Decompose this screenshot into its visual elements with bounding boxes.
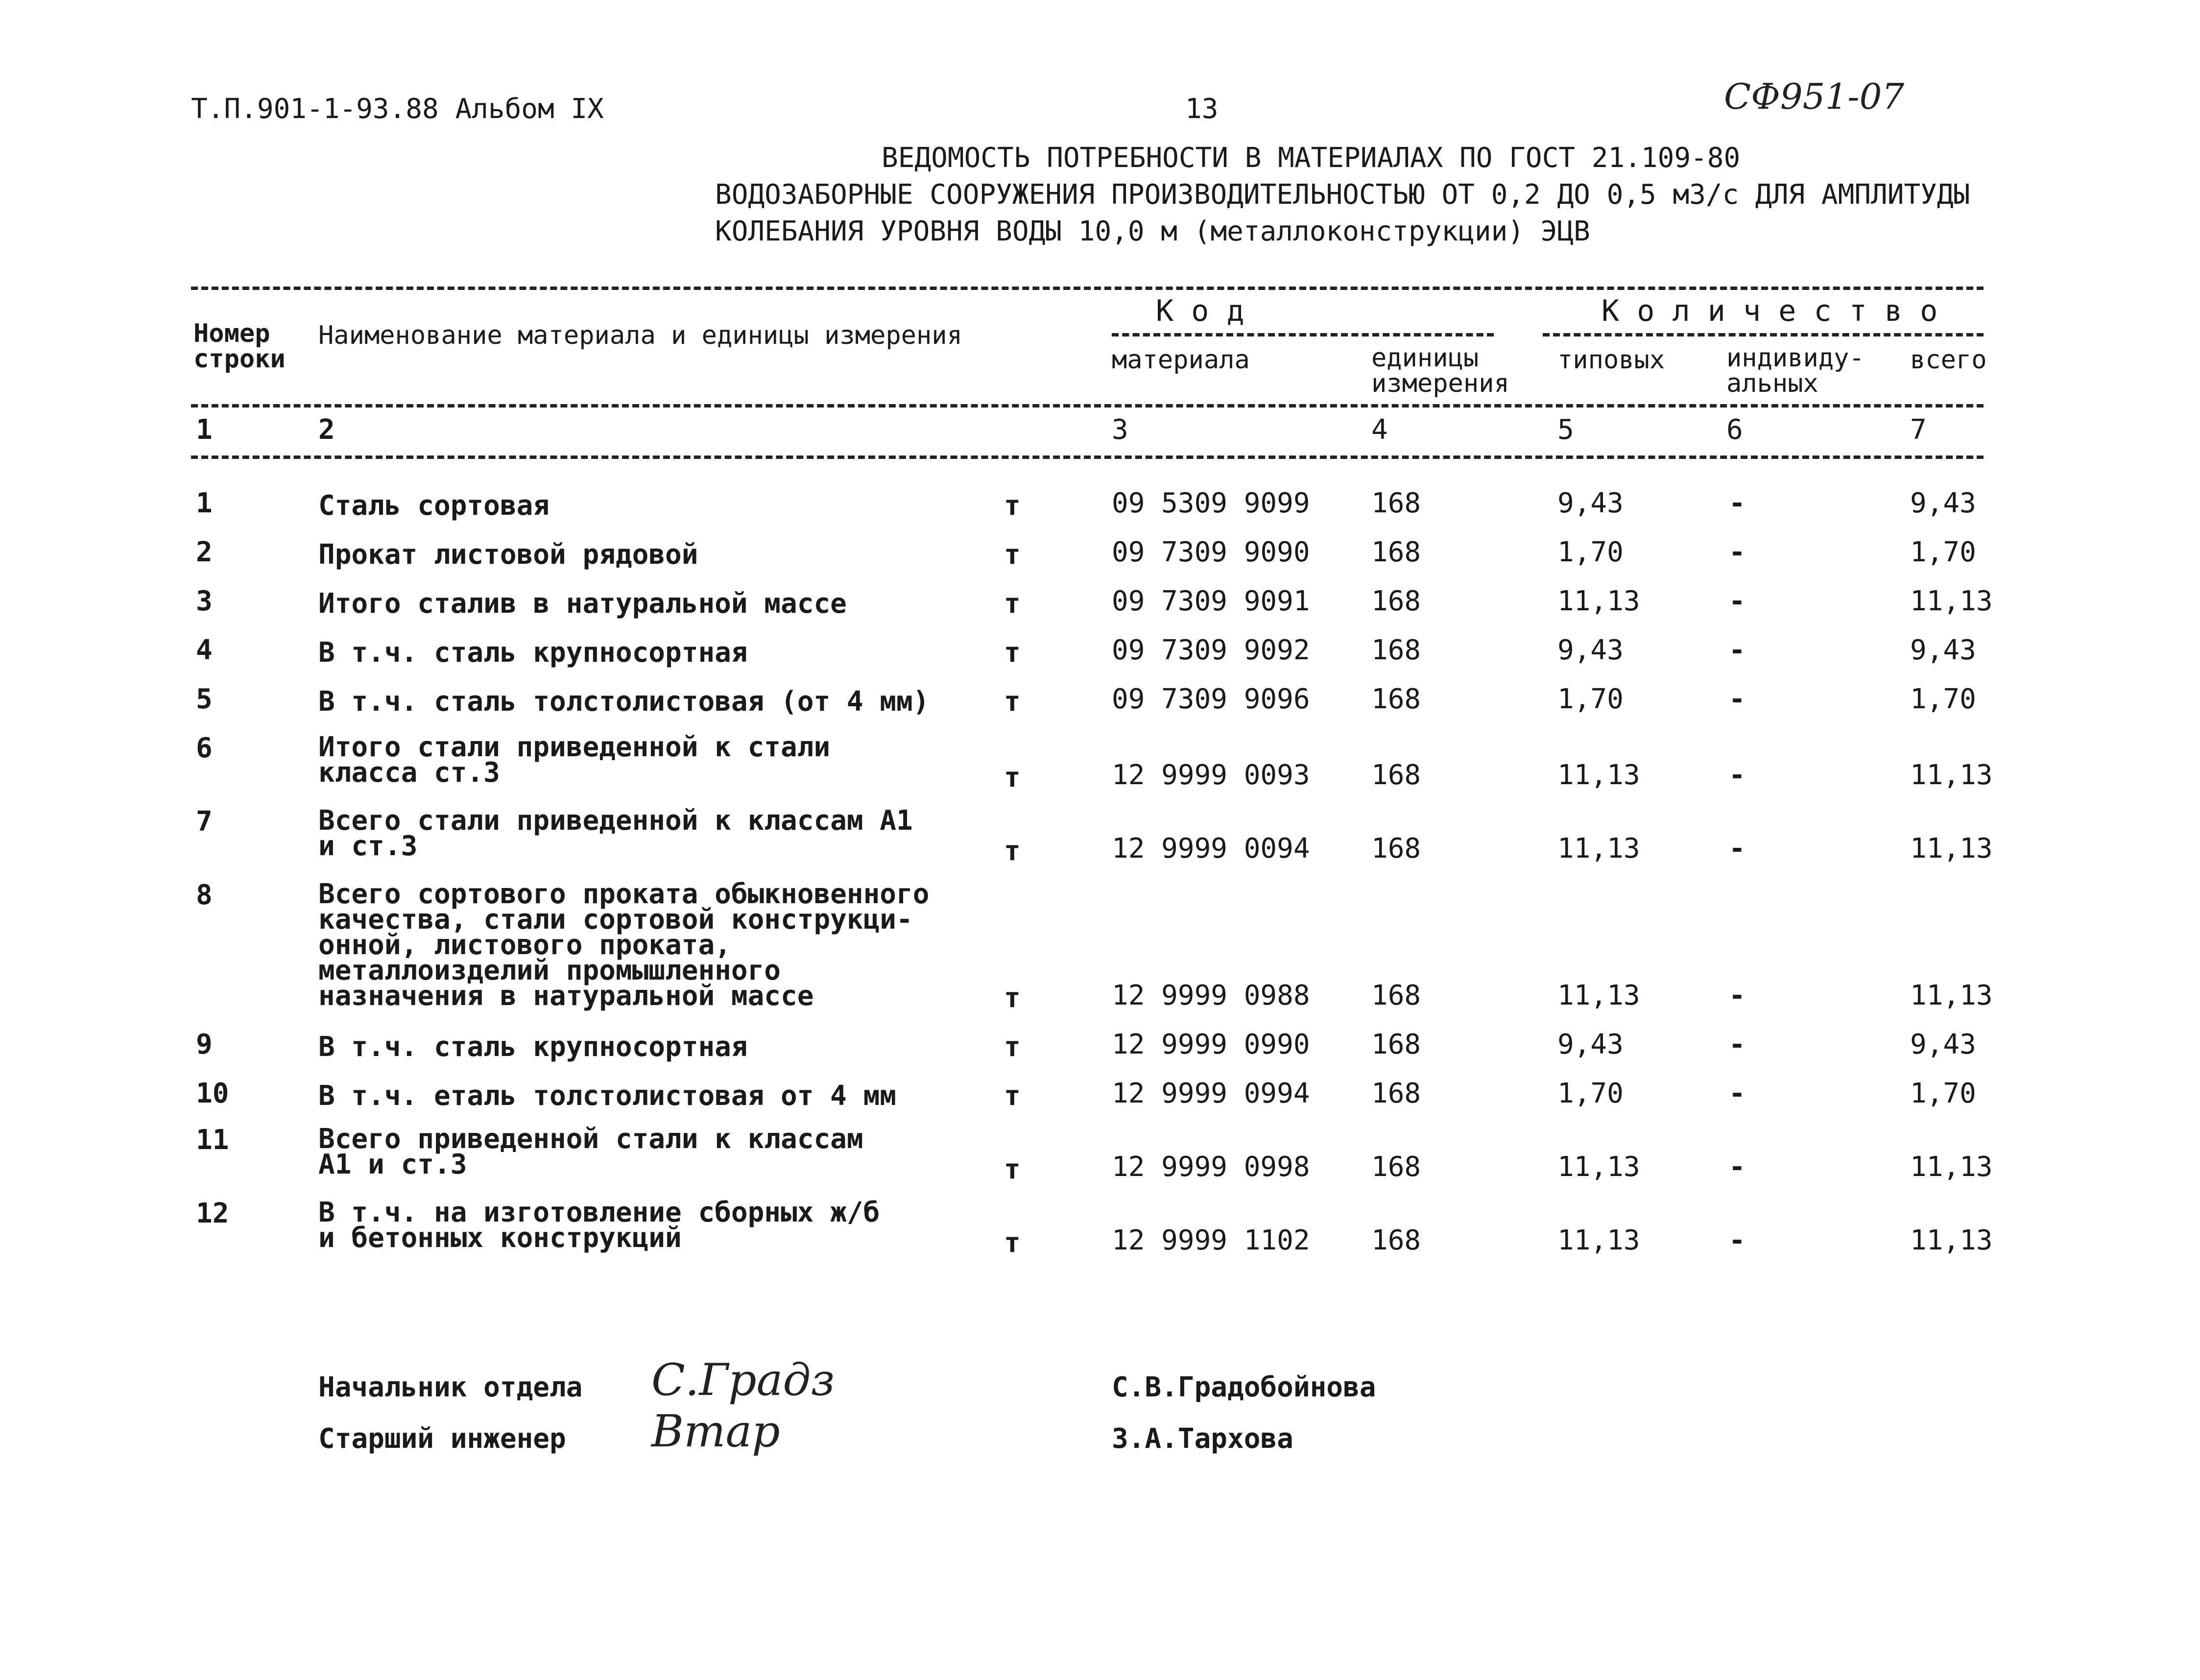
row-number: 6	[196, 732, 213, 764]
material-code: 12 9999 1102	[1112, 1224, 1310, 1256]
quantity-total: 1,70	[1910, 683, 1976, 715]
material-code: 09 7309 9092	[1112, 634, 1310, 666]
header-quantity-total: всего	[1910, 345, 1987, 375]
quantity-total: 11,13	[1910, 1151, 1993, 1183]
unit-code: 168	[1371, 1029, 1421, 1060]
quantity-typical: 11,13	[1557, 980, 1640, 1011]
quantity-total: 11,13	[1910, 980, 1993, 1011]
column-number: 4	[1371, 414, 1388, 446]
header-quantity-typical: типовых	[1557, 345, 1665, 375]
quantity-typical: 9,43	[1557, 1029, 1624, 1060]
title-line-3: КОЛЕБАНИЯ УРОВНЯ ВОДЫ 10,0 м (металлоконструкции) ЭЦВ	[715, 216, 1590, 247]
column-number: 6	[1726, 414, 1743, 446]
quantity-total: 11,13	[1910, 585, 1993, 617]
unit: т	[1004, 588, 1021, 620]
archive-stamp: СФ951-07	[1724, 76, 1905, 117]
unit: т	[1004, 982, 1021, 1014]
quantity-individual: -	[1729, 1224, 1746, 1256]
unit: т	[1004, 1080, 1021, 1112]
material-name: Всего стали приведенной к классам А1 и ст.3	[318, 805, 913, 862]
quantity-total: 11,13	[1910, 759, 1993, 791]
row-number: 1	[196, 487, 213, 519]
column-number: 3	[1112, 414, 1128, 446]
title-line-2: ВОДОЗАБОРНЫЕ СООРУЖЕНИЯ ПРОИЗВОДИТЕЛЬНОСТЬЮ ОТ 0,2 ДО 0,5 м3/с ДЛЯ АМПЛИТУДЫ	[715, 179, 1970, 211]
quantity-individual: -	[1729, 833, 1746, 864]
quantity-typical: 11,13	[1557, 585, 1640, 617]
column-numbers-rule	[191, 456, 1984, 459]
row-number: 8	[196, 879, 213, 911]
material-name: В т.ч. еталь толстолистовая от 4 мм	[318, 1080, 897, 1112]
quantity-typical: 11,13	[1557, 1151, 1640, 1183]
header-code-material: материала	[1112, 345, 1250, 375]
quantity-individual: -	[1729, 1078, 1746, 1109]
document-reference: Т.П.901-1-93.88 Альбом IX	[191, 93, 604, 125]
quantity-individual: -	[1729, 683, 1746, 715]
unit-code: 168	[1371, 683, 1421, 715]
material-code: 09 7309 9096	[1112, 683, 1310, 715]
quantity-typical: 11,13	[1557, 833, 1640, 864]
unit-code: 168	[1371, 487, 1421, 519]
handwritten-signature: С.Градз	[651, 1354, 835, 1406]
header-quantity-individual: индивиду-альных	[1726, 343, 1865, 398]
page-number: 13	[1185, 93, 1219, 125]
unit: т	[1004, 490, 1021, 522]
header-material-name: Наименование материала и единицы измерения	[318, 321, 962, 350]
column-number: 7	[1910, 414, 1927, 446]
quantity-total: 9,43	[1910, 487, 1976, 519]
quantity-individual: -	[1729, 585, 1746, 617]
material-name: Итого сталив в натуральной массе	[318, 588, 847, 620]
quantity-total: 1,70	[1910, 1078, 1976, 1109]
header-code-group: К о д	[1156, 294, 1244, 328]
unit: т	[1004, 637, 1021, 669]
row-number: 9	[196, 1029, 213, 1060]
quantity-individual: -	[1729, 536, 1746, 568]
row-number: 7	[196, 806, 213, 838]
quantity-typical: 11,13	[1557, 1224, 1640, 1256]
material-code: 12 9999 0990	[1112, 1029, 1310, 1060]
quantity-group-rule	[1543, 333, 1984, 336]
material-code: 09 7309 9090	[1112, 536, 1310, 568]
quantity-typical: 9,43	[1557, 634, 1624, 666]
material-name: В т.ч. сталь крупносортная	[318, 637, 748, 669]
column-number: 1	[196, 414, 213, 446]
unit-code: 168	[1371, 833, 1421, 864]
quantity-individual: -	[1729, 1029, 1746, 1060]
quantity-typical: 1,70	[1557, 536, 1624, 568]
unit-code: 168	[1371, 585, 1421, 617]
quantity-total: 11,13	[1910, 833, 1993, 864]
quantity-total: 1,70	[1910, 536, 1976, 568]
material-name: Сталь сортовая	[318, 490, 550, 522]
table-top-rule	[191, 287, 1984, 290]
quantity-individual: -	[1729, 634, 1746, 666]
row-number: 4	[196, 634, 213, 666]
material-code: 12 9999 0988	[1112, 980, 1310, 1011]
quantity-total: 9,43	[1910, 1029, 1976, 1060]
unit: т	[1004, 1153, 1021, 1185]
signatory-name: З.А.Тархова	[1112, 1423, 1293, 1455]
header-code-unit: единицы измерения	[1371, 343, 1509, 398]
quantity-typical: 1,70	[1557, 1078, 1624, 1109]
unit: т	[1004, 1031, 1021, 1063]
quantity-individual: -	[1729, 980, 1746, 1011]
material-name: Прокат листовой рядовой	[318, 539, 698, 571]
material-name: В т.ч. сталь толстолистовая (от 4 мм)	[318, 686, 930, 718]
material-name: Всего приведенной стали к классам А1 и ст.3	[318, 1123, 863, 1180]
material-code: 09 7309 9091	[1112, 585, 1310, 617]
quantity-individual: -	[1729, 1151, 1746, 1183]
code-group-rule	[1112, 333, 1494, 336]
material-name: В т.ч. на изготовление сборных ж/б и бетонных конструкций	[318, 1197, 880, 1254]
quantity-individual: -	[1729, 487, 1746, 519]
row-number: 10	[196, 1078, 229, 1109]
signature-role: Начальник отдела	[318, 1371, 583, 1403]
unit: т	[1004, 539, 1021, 571]
header-quantity-group: К о л и ч е с т в о	[1602, 294, 1938, 328]
unit-code: 168	[1371, 634, 1421, 666]
unit-code: 168	[1371, 980, 1421, 1011]
unit: т	[1004, 835, 1021, 867]
quantity-individual: -	[1729, 759, 1746, 791]
row-number: 2	[196, 536, 213, 568]
unit-code: 168	[1371, 536, 1421, 568]
signature-role: Старший инженер	[318, 1423, 566, 1455]
title-line-1: ВЕДОМОСТЬ ПОТРЕБНОСТИ В МАТЕРИАЛАХ ПО ГОСТ 21.109-80	[882, 142, 1741, 174]
quantity-typical: 11,13	[1557, 759, 1640, 791]
material-name: Итого стали приведенной к стали класса ст.3	[318, 731, 831, 789]
material-code: 12 9999 0094	[1112, 833, 1310, 864]
column-number: 5	[1557, 414, 1574, 446]
unit: т	[1004, 686, 1021, 718]
quantity-total: 11,13	[1910, 1224, 1993, 1256]
row-number: 11	[196, 1124, 229, 1156]
quantity-total: 9,43	[1910, 634, 1976, 666]
material-code: 12 9999 0093	[1112, 759, 1310, 791]
unit: т	[1004, 762, 1021, 793]
material-name: Всего сортового проката обыкновенного качества, стали сортовой конструкци-онной, листового проката, металлоизделий промышленного назначения в натуральной массе	[318, 878, 930, 1012]
handwritten-signature: Втар	[651, 1406, 780, 1457]
quantity-typical: 9,43	[1557, 487, 1624, 519]
column-number: 2	[318, 414, 335, 446]
quantity-typical: 1,70	[1557, 683, 1624, 715]
row-number: 5	[196, 683, 213, 715]
unit-code: 168	[1371, 1151, 1421, 1183]
header-row-number: Номер строки	[193, 319, 286, 374]
material-code: 12 9999 0994	[1112, 1078, 1310, 1109]
unit-code: 168	[1371, 1078, 1421, 1109]
material-name: В т.ч. сталь крупносортная	[318, 1031, 748, 1063]
header-bottom-rule	[191, 404, 1984, 408]
unit-code: 168	[1371, 759, 1421, 791]
unit-code: 168	[1371, 1224, 1421, 1256]
row-number: 3	[196, 585, 213, 617]
row-number: 12	[196, 1198, 229, 1229]
material-code: 09 5309 9099	[1112, 487, 1310, 519]
unit: т	[1004, 1227, 1021, 1259]
material-code: 12 9999 0998	[1112, 1151, 1310, 1183]
signatory-name: С.В.Градобойнова	[1112, 1371, 1376, 1403]
